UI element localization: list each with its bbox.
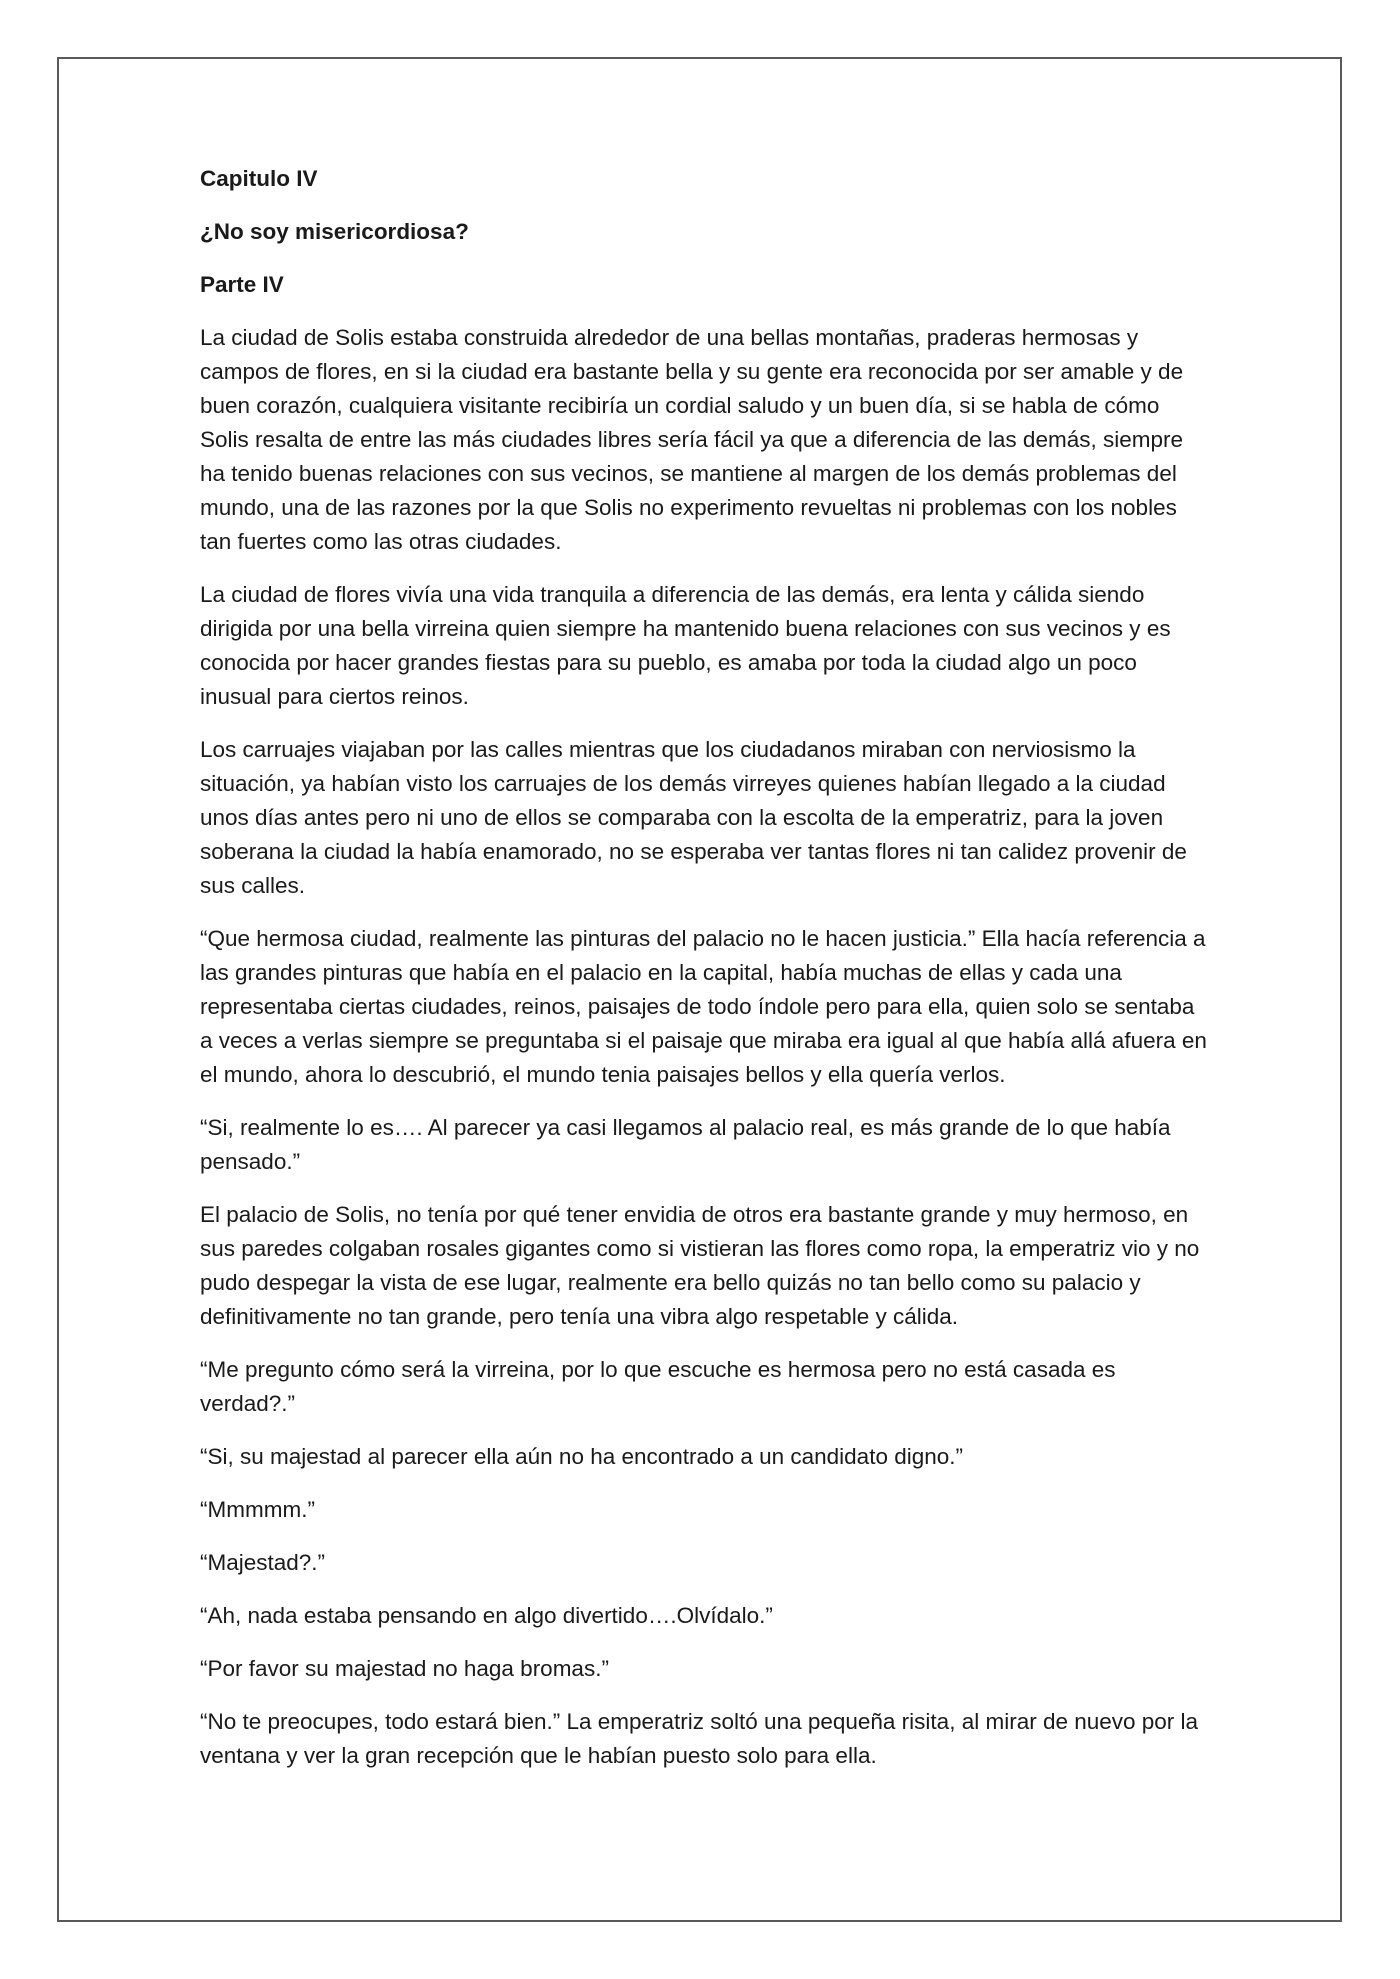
paragraph: “No te preocupes, todo estará bien.” La emperatriz soltó una pequeña risita, al mirar de nuevo por la ventana y ver la gran recepción que le habían puesto solo para ella. xyxy=(200,1709,1199,1768)
chapter-title: Capitulo IV xyxy=(200,166,318,191)
paragraph: “Si, su majestad al parecer ella aún no ha encontrado a un candidato digno.” xyxy=(200,1444,964,1469)
document-body xyxy=(200,162,1208,1792)
paragraph: “Si, realmente lo es…. Al parecer ya casi llegamos al palacio real, es más grande de lo que había pensado.” xyxy=(200,1115,1171,1174)
paragraph: “Ah, nada estaba pensando en algo divertido….Olvídalo.” xyxy=(200,1603,773,1628)
paragraph: “Me pregunto cómo será la virreina, por lo que escuche es hermosa pero no está casada es verdad?.” xyxy=(200,1357,1116,1416)
paragraph: La ciudad de flores vivía una vida tranquila a diferencia de las demás, era lenta y cálida siendo dirigida por una bella virreina quien siempre ha mantenido buena relaciones con sus vecinos y es conocida por hacer grandes fiestas para su pueblo, es amaba por toda la ciudad algo un poco inusual para ciertos reinos. xyxy=(200,582,1171,709)
chapter-subtitle: ¿No soy misericordiosa? xyxy=(200,219,469,244)
paragraph: “Por favor su majestad no haga bromas.” xyxy=(200,1656,609,1681)
paragraph: El palacio de Solis, no tenía por qué tener envidia de otros era bastante grande y muy hermoso, en sus paredes colgaban rosales gigantes como si vistieran las flores como ropa, la emperatriz vio y no pudo despegar la vista de ese lugar, realmente era bello quizás no tan bello como su palacio y definitivamente no tan grande, pero tenía una vibra algo respetable y cálida. xyxy=(200,1202,1200,1329)
paragraph: La ciudad de Solis estaba construida alrededor de una bellas montañas, praderas hermosas y campos de flores, en si la ciudad era bastante bella y su gente era reconocida por ser amable y de buen corazón, cualquiera visitante recibiría un cordial saludo y un buen día, si se habla de cómo Solis resalta de entre las más ciudades libres sería fácil ya que a diferencia de las demás, siempre ha tenido buenas relaciones con sus vecinos, se mantiene al margen de los demás problemas del mundo, una de las razones por la que Solis no experimento revueltas ni problemas con los nobles tan fuertes como las otras ciudades. xyxy=(200,325,1184,554)
paragraph: “Que hermosa ciudad, realmente las pinturas del palacio no le hacen justicia.” Ella hacía referencia a las grandes pinturas que había en el palacio en la capital, había muchas de ellas y cada una representaba ciertas ciudades, reinos, paisajes de todo índole pero para ella, quien solo se sentaba a veces a verlas siempre se preguntaba si el paisaje que miraba era igual al que había allá afuera en el mundo, ahora lo descubrió, el mundo tenia paisajes bellos y ella quería verlos. xyxy=(200,926,1207,1087)
paragraph: “Majestad?.” xyxy=(200,1550,326,1575)
paragraph: “Mmmmm.” xyxy=(200,1497,315,1522)
paragraph: Los carruajes viajaban por las calles mientras que los ciudadanos miraban con nerviosismo la situación, ya habían visto los carruajes de los demás virreyes quienes habían llegado a la ciudad unos días antes pero ni uno de ellos se comparaba con la escolta de la emperatriz, para la joven soberana la ciudad la había enamorado, no se esperaba ver tantas flores ni tan calidez provenir de sus calles. xyxy=(200,737,1187,898)
part-title: Parte IV xyxy=(200,272,284,297)
